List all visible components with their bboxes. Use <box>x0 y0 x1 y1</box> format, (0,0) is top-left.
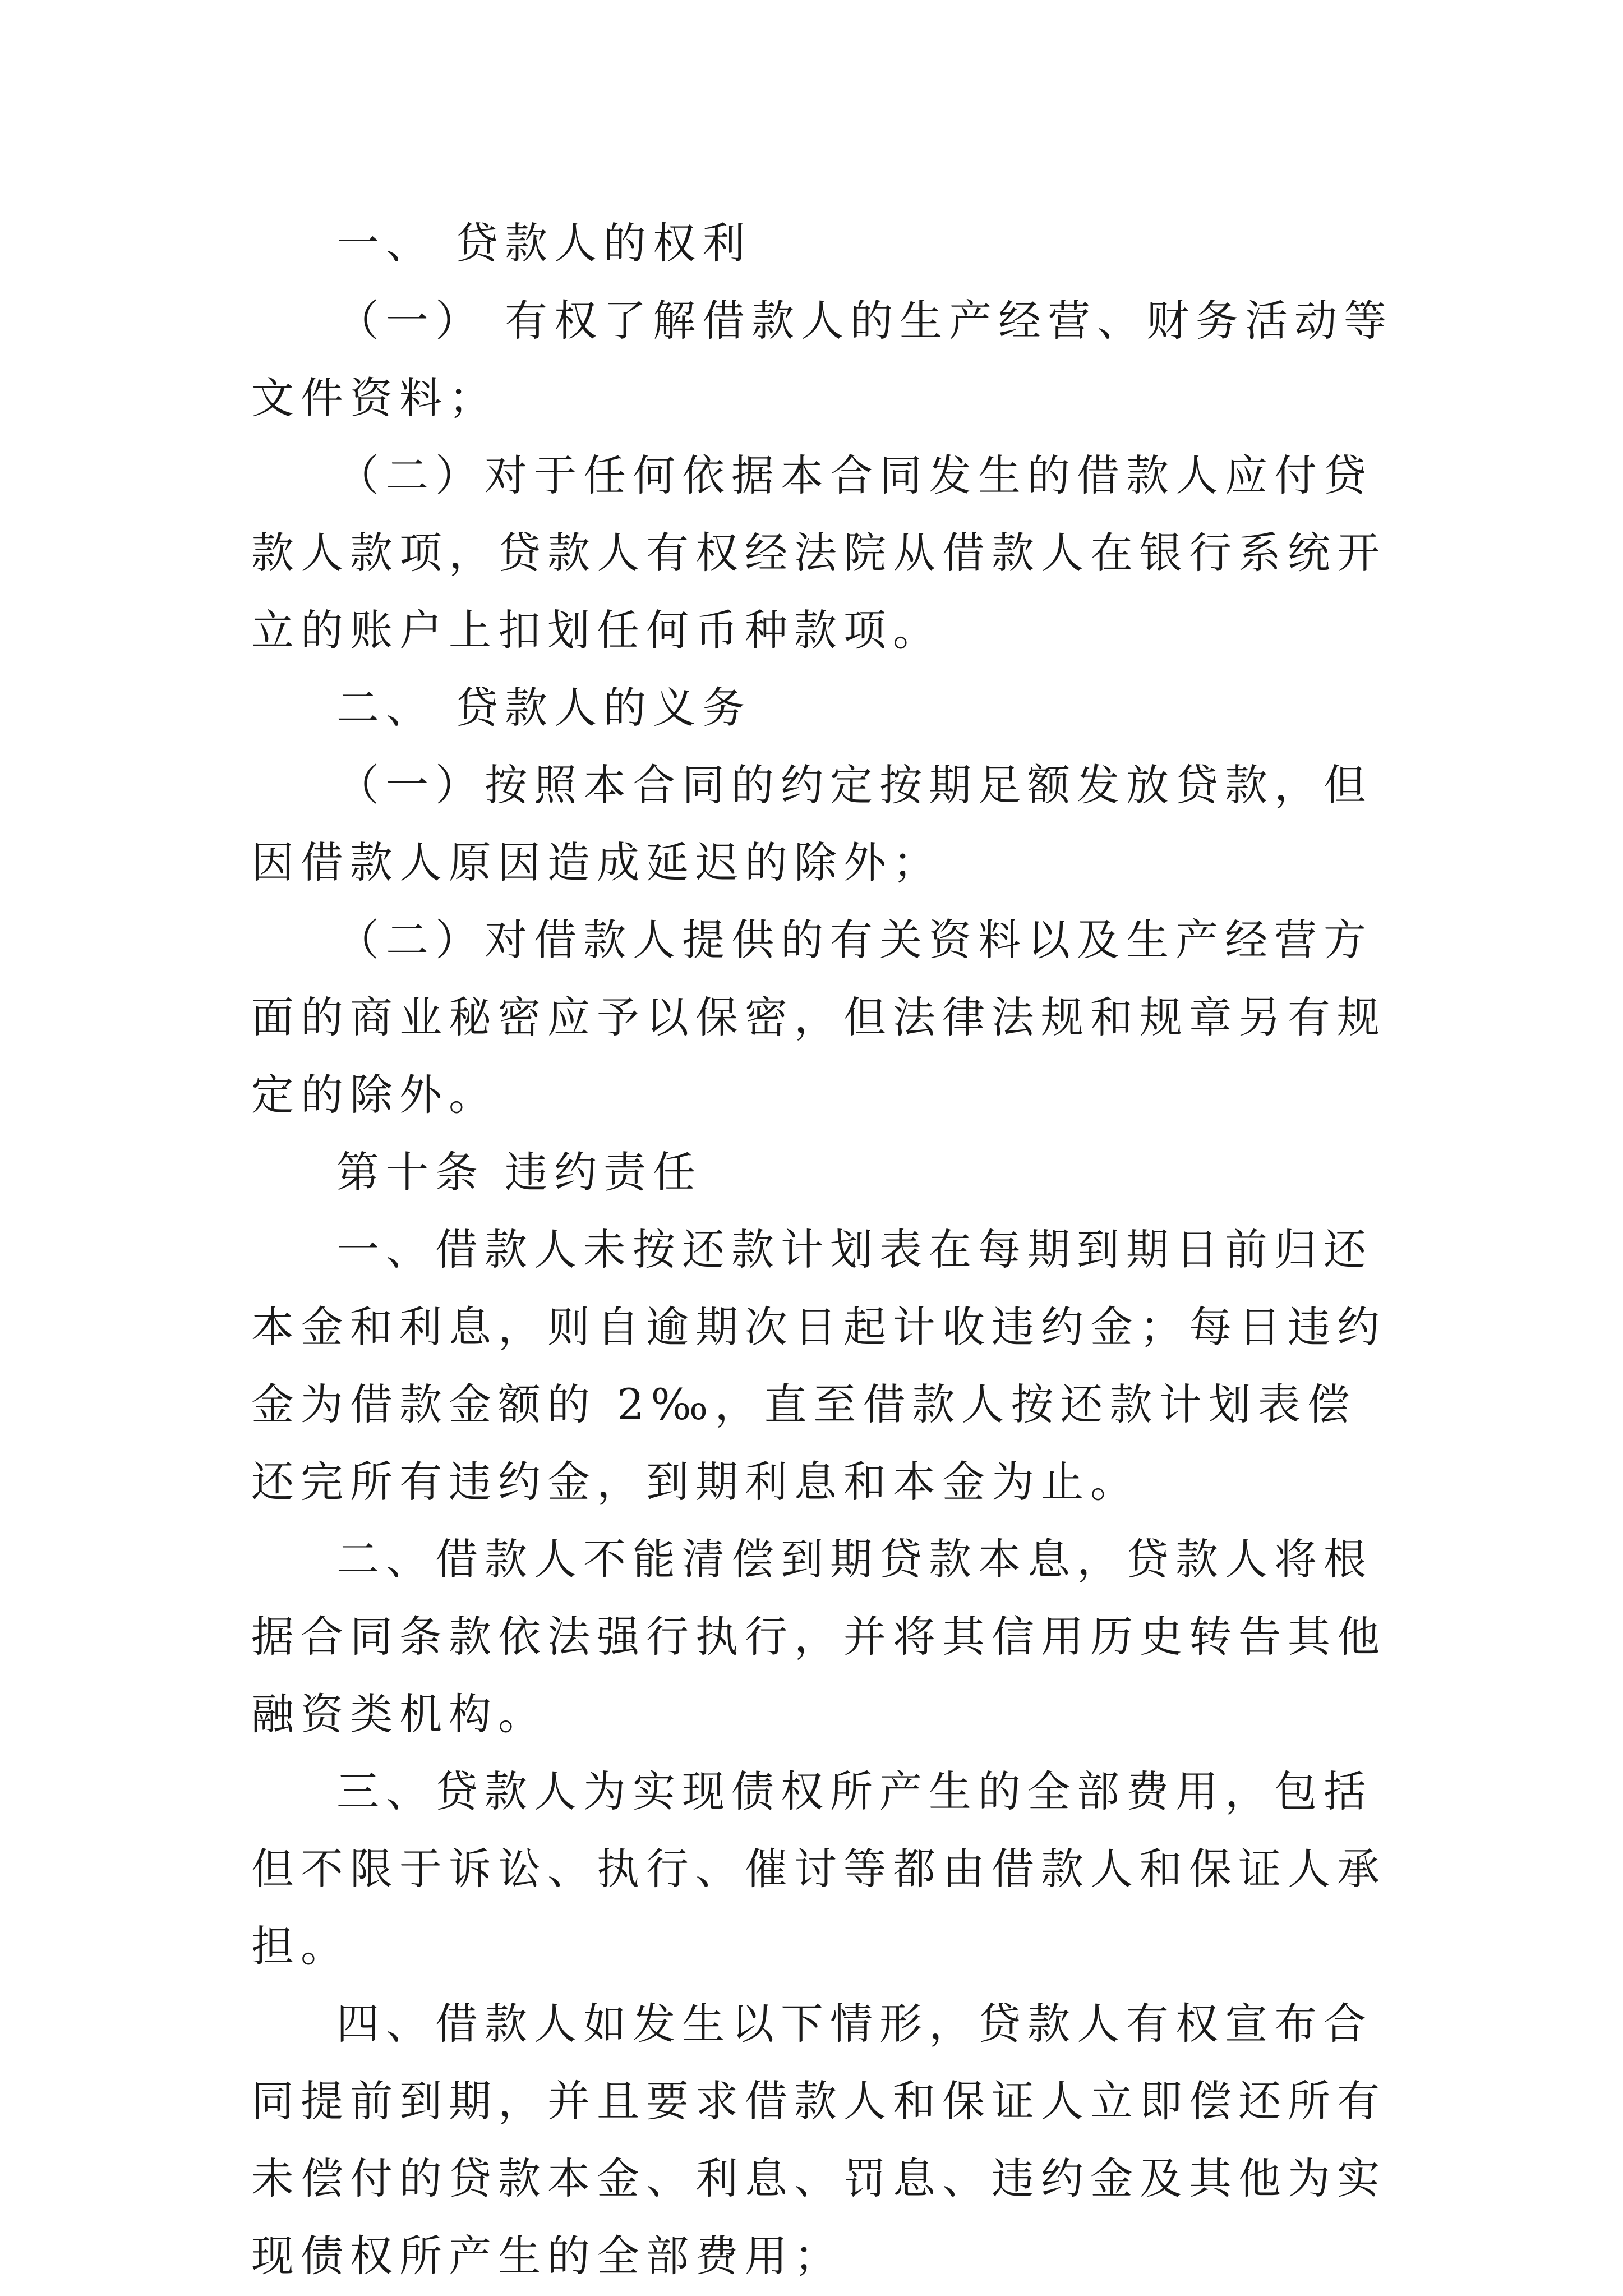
heading-lender-rights: 一、 贷款人的权利 <box>336 218 752 268</box>
paragraph-obligation-1: （一）按照本合同的约定按期足额发放贷款，但因借款人原因造成延迟的除外； <box>251 760 1373 887</box>
paragraph-right-2: （二）对于任何依据本合同发生的借款人应付贷款人款项，贷款人有权经法院从借款人在银行系统开立的账户上扣划任何币种款项。 <box>251 450 1386 655</box>
paragraph-liability-1: 一、借款人未按还款计划表在每期到期日前归还本金和利息，则自逾期次日起计收违约金；每日违约金为借款金额的 2‰，直至借款人按还款计划表偿还完所有违约金，到期利息和本金为止。 <box>251 1225 1386 1507</box>
paragraph-liability-2: 二、借款人不能清偿到期贷款本息，贷款人将根据合同条款依法强行执行，并将其信用历史转告其他融资类机构。 <box>251 1534 1386 1739</box>
heading-lender-obligations: 二、 贷款人的义务 <box>336 683 752 733</box>
paragraph-liability-3: 三、贷款人为实现债权所产生的全部费用，包括但不限于诉讼、执行、催讨等都由借款人和保证人承担。 <box>251 1766 1386 1971</box>
paragraph-liability-4: 四、借款人如发生以下情形，贷款人有权宣布合同提前到期，并且要求借款人和保证人立即偿还所有未偿付的贷款本金、利息、罚息、违约金及其他为实现债权所产生的全部费用； <box>251 1999 1386 2281</box>
document-body <box>251 205 1395 2295</box>
paragraph-right-1: （一） 有权了解借款人的生产经营、财务活动等文件资料； <box>251 296 1394 423</box>
paragraph-obligation-2: （二）对借款人提供的有关资料以及生产经营方面的商业秘密应予以保密，但法律法规和规章另有规定的除外。 <box>251 915 1386 1120</box>
heading-article-10: 第十条 违约责任 <box>336 1147 703 1197</box>
